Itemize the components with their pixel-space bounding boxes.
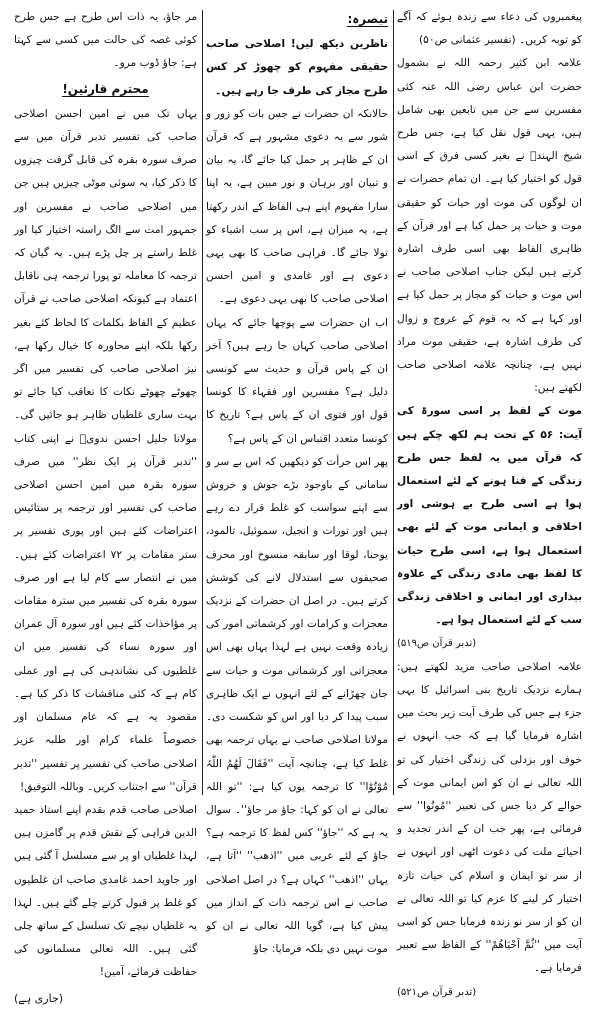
paragraph: حالانکہ ان حضرات نے جس بات کو زور و شور سے یہ دعوی مشہور ہے کہ قرآن ان کے ظاہر پر حمل کیا جائے گا، یہ بیان و تبیان اور برہان و نور مبین ہے، یہ اپنا سارا مفہوم اپنے ہی الفاظ کے اندر رکھتا ہے، یہ میزان ہے، اس پر سب اشیاء کو تولا جائے گا۔ فراہی صاحب کا بھی یہی دعوی ہے اور غامدی و امین احسن اصلاحی صاحب کا بھی یہی دعوی ہے۔ [206,107,388,306]
column-left [14,6,198,1005]
paragraph: ناظرین دیکھ لیں! اصلاحی صاحب حقیقی مفہوم کو چھوڑ کر کس طرح مجاز کی طرف جا رہے ہیں۔ [206,38,388,97]
continued-note: (جاری ہے) [14,991,64,1005]
column-right [397,6,583,998]
paragraph: اصلاحی صاحب قدم بقدم اپنے استاذ حمید الدین فراہی کے نقش قدم پر گامزن ہیں لہذا غلطیاں او پر سے مسلسل آ گئی ہیں اور جاوید احمد غامدی صاحب ان غلطیوں کو غلط پر قبول کرتے چلے گئے ہیں۔ لہذا یہ غلطیاں نیچے تک تسلسل کے ساتھ چلی گئی ہیں۔ اللہ تعالی مسلمانوں کی حفاظت فرمائے، آمین! [14,803,197,979]
paragraph: یہاں تک میں نے امین احسن اصلاحی صاحب کی تفسیر تدبر قرآن میں سے صرف سورہ بقرہ کی قابل گرفت چیزوں کا ذکر کیا، یہ سوئی موٹی چیزیں ہیں جن میں اصلاحی صاحب نے مفسرین اور جمہور امت سے الگ راستہ اختیار کیا اور غلط راستے پر چل پڑے ہیں۔ یہ گیان کہ ترجمہ کا معاملہ تو پورا ترجمہ ہی ناقابل اعتماد ہے کیونکہ اصلاحی صاحب نے قرآن عظیم کے الفاظ بکلمات کا لحاظ کئے بغیر رکھا بلکہ اپنے محاورہ کا خیال رکھا ہے، نیز اصلاحی صاحب کی تفسیر میں اگر چھوٹے چھوٹے نکات کا تعاقب کیا جائے تو بہت ساری غلطیاں ظاہر ہو جائیں گی۔ مولانا جلیل احسن ندویؒ نے اپنی کتاب ''تدبر قرآن پر ایک نظر'' میں صرف سورہ بقرہ میں امین احسن اصلاحی صاحب کی تفسیر اور ترجمہ پر ستائیس اعتراضات کئے ہیں اور پوری تفسیر پر ستر مقامات پر ۷۲ اعتراضات کئے ہیں۔ میں نے انتصار سے کام لیا ہے اور صرف سورہ بقرہ کی تفسیر میں سترہ مقامات پر مؤاخذات کئے ہیں اور سورہ آل عمران اور سورہ نساء کی تفسیر میں ان غلطیوں کی نشاندہی کی ہے اور عملی کام ہے کہ کئی مناقشات کا ذکر کیا ہے۔ مقصود یہ ہے کہ عام مسلمان اور خصوصاً علماء کرام اور طلبہ عزیز اصلاحی صاحب کی تفسیر پر تفسیر ''تدبر قرآن'' سے اجتناب کریں۔ وباللہ التوفیق! [14,107,198,793]
citation: (تدبر قرآن ص۵۱۹) [397,638,477,650]
section-heading: محترم قارئین! [62,81,149,96]
quoted-passage: موت کے لفظ پر اسی سورۃ کی آیت: ۵۶ کے تحت ہم لکھ چکے ہیں کہ قرآن میں یہ لفظ جس طرح زندگی کے فنا ہونے کے لئے استعمال ہوا ہے اسی طرح بے ہوشی اور اخلاقی و ایمانی موت کے لئے بھی استعمال ہوا ہے، اسی طرح حیات کا لفظ بھی مادی زندگی کے علاوہ بیداری اور ایمانی و اخلاقی زندگی سب کے لئے استعمال ہوا ہے۔ [397,405,583,627]
paragraph: علامہ اصلاحی صاحب مزید لکھتے ہیں: ہمارے نزدیک تاریخ بنی اسرائیل کا یہی جزء ہے جس کی طرف آیت زیر بحث میں اشارہ فرمایا گیا ہے کہ جب انہوں نے خوف اور بزدلی کی زندگی اختیار کی تو اللہ تعالی نے ان کو اس ایمانی موت کے حوالے کر دیا جس کی تعبیر ''مُوتُوا'' سے فرمائی ہے، پھر جب ان کے اندر تجدید و احیائے ملت کی دعوت اٹھی اور انہوں نے از سر نو ایمان و اسلام کی حیات تازہ اختیار کر لینے کا عزم کیا تو اللہ تعالی نے ان کو از سر نو زندہ فرمایا جس کو اسی آیت میں ''ثُمَّ اَحْیَاھُمْ'' کے الفاظ سے تعبیر فرمایا ہے۔ [397,660,582,975]
column-divider [393,10,394,795]
magazine-page [8,6,583,1005]
column-divider [202,10,203,795]
paragraph: اب ان حضرات سے پوچھا جائے کہ یہاں اصلاحی صاحب کہاں جا رہے ہیں؟ آخر ان کے پاس قرآن و حدیث سے کونسی دلیل ہے؟ مفسرین اور فقہاء کا کونسا قول اور فتوی ان کے پاس ہے؟ تاریخ کا کونسا متعدد اقتباس ان کے پاس ہے؟ [206,316,388,445]
paragraph: پیغمبروں کی دعاء سے زندہ ہوئے کہ آگے کو توبہ کریں۔ (تفسیر عثمانی ص۵۰) [397,11,582,47]
paragraph: مر جاؤ، یہ ذات اس طرح ہے جس طرح کوئی غصہ کی حالت میں کسی سے کہتا ہے: جاؤ ڈوب مرو۔ [14,11,197,70]
section-heading: تبصرہ: [347,12,388,26]
citation: (تدبر قرآن ص۵۲۱) [397,986,477,998]
paragraph: علامہ ابن کثیر رحمہ اللہ نے بشمول حضرت ابن عباس رضی اللہ عنہ کئی مفسرین سے جن میں تابعین بھی شامل ہیں، یہی قول نقل کیا ہے، جس طرح شیخ الہندؒ نے بغیر کسی فرق کے اسی قول کو اختیار کیا ہے۔ ان تمام حضرات نے ان لوگوں کی موت اور حیات کو حقیقی موت و حیات پر حمل کیا ہے اور قرآن کے ظاہری الفاظ بھی اسی طرف اشارہ کرتے ہیں لیکن جناب اصلاحی صاحب نے اس موت و حیات کو مجاز پر حمل کیا ہے اور کہا ہے کہ یہ قوم کے عروج و زوال کی طرف اشارہ ہے، حقیقی موت مراد نہیں ہے، چنانچہ علامہ اصلاحی صاحب لکھتے ہیں: [397,57,582,395]
column-middle [206,6,388,956]
paragraph: پھر اس جرأت کو دیکھیں کہ اس بے سر و سامانی کے باوجود بڑے جوش و خروش سے اپنے سواسب کو غلط قرار دے رہے ہیں اور تورات و انجیل، سموئیل، تالمود، یوحنا، لوقا اور سابقہ منسوخ اور محرف صحیفوں سے استدلال لانے کی کوشش کرتے ہیں۔ در اصل ان حضرات کے نزدیک معجزات و کرامات اور کرشماتی امور کی زیادہ وقعت نہیں ہے لہذا یہاں بھی اس معجزاتی اور کرشماتی موت و حیات سے جان چھڑانے کے لئے انہوں نے ایک ظاہری سبب پیدا کر دیا اور اس کو شکست دی۔ مولانا اصلاحی صاحب نے یہاں ترجمہ بھی غلط کیا ہے، چنانچہ آیت ''فَقَالَ لَھُمُ اللّٰہُ مُوْتُوْا'' کا ترجمہ یوں کیا ہے: ''تو اللہ تعالی نے ان کو کہا: جاؤ مر جاؤ''۔ سوال یہ ہے کہ ''جاؤ'' کس لفظ کا ترجمہ ہے؟ جاؤ کے لئے عربی میں ''اذھب'' ''آتا ہے، یہاں ''اذھب'' کہاں ہے؟ در اصل اصلاحی صاحب نے اس ترجمہ ذات کے انداز میں پیش کیا ہے، گویا اللہ تعالی نے ان کو موت نہیں دی بلکہ فرمایا: جاؤ [206,455,388,956]
